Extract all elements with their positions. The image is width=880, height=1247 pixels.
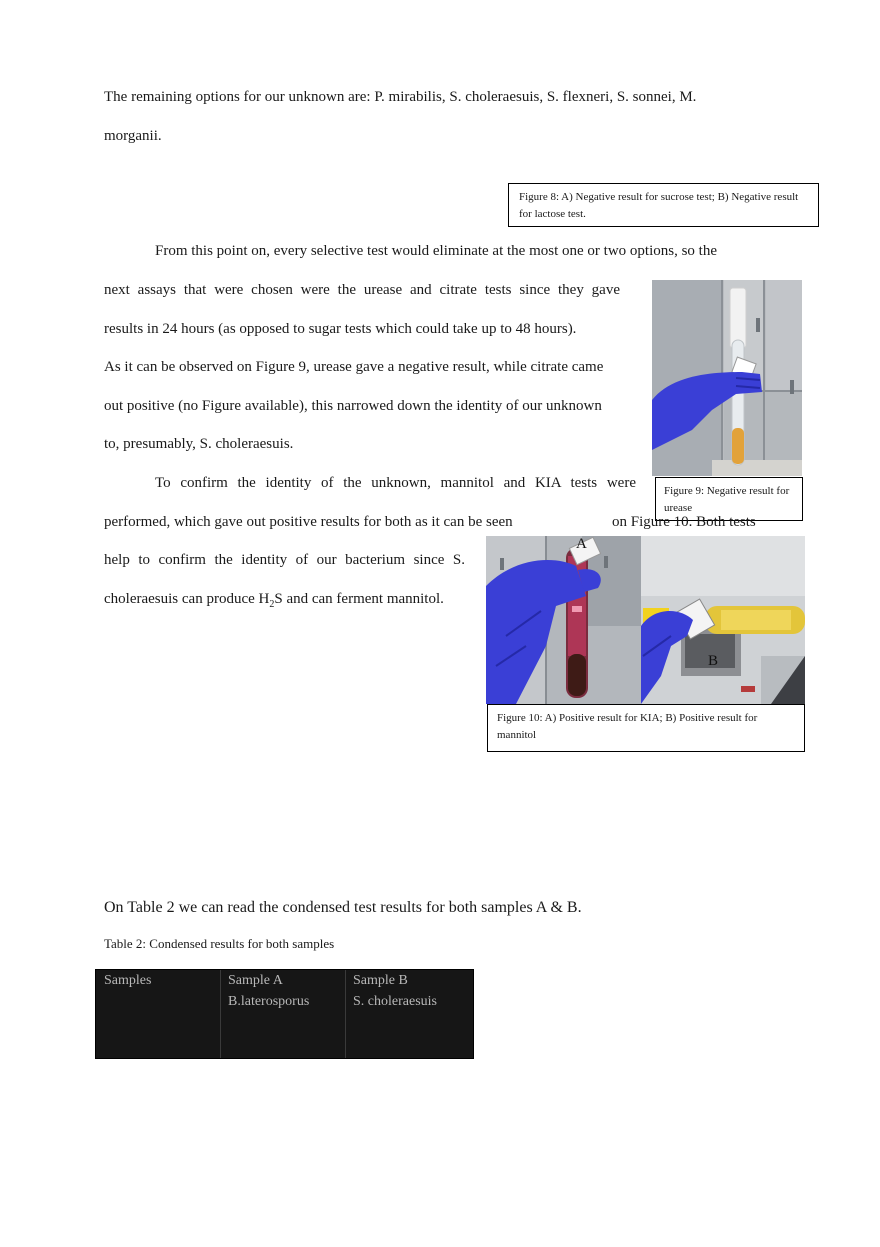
paragraph-3-line-3: help to confirm the identity of our bacterium since S.	[104, 552, 465, 568]
figure-10-label-a: A	[576, 536, 587, 552]
paragraph-2-line-3: results in 24 hours (as opposed to sugar tests which could take up to 48 hours).	[104, 321, 577, 337]
mannitol-tube-illustration	[641, 536, 805, 704]
figure-10-photo-a	[486, 536, 641, 704]
table-column-samples	[96, 970, 221, 1058]
table-column-sample-a	[221, 970, 346, 1058]
paragraph-1-line-2: morganii.	[104, 128, 162, 144]
figure-10-photo-b	[641, 536, 805, 704]
figure-9-caption: Figure 9: Negative result for urease	[655, 477, 803, 521]
h2s-text-post: S and can ferment mannitol.	[274, 591, 444, 607]
table-2-caption: Table 2: Condensed results for both samples	[104, 936, 335, 951]
table-cell-sample-a-organism: B.laterosporus	[228, 994, 310, 1009]
paragraph-3-line-2a: performed, which gave out positive results for both as it can be seen	[104, 514, 513, 530]
paragraph-1-line-1: The remaining options for our unknown are: P. mirabilis, S. choleraesuis, S. flexneri, S. sonnei, M.	[104, 89, 697, 105]
table-header-samples: Samples	[104, 973, 152, 988]
paragraph-2-line-4: As it can be observed on Figure 9, urease gave a negative result, while citrate came	[104, 359, 604, 375]
paragraph-2-line-2: next assays that were chosen were the urease and citrate tests since they gave	[104, 282, 620, 298]
table-cell-sample-b-organism: S. choleraesuis	[353, 994, 437, 1009]
urease-tube-illustration	[652, 280, 802, 476]
paragraph-3-line-1: To confirm the identity of the unknown, mannitol and KIA tests were	[155, 475, 636, 491]
h2s-subscript: 2	[269, 599, 275, 610]
figure-8-caption: Figure 8: A) Negative result for sucrose test; B) Negative result for lactose test.	[508, 183, 819, 227]
paragraph-3-line-2b: on Figure 10. Both tests	[612, 514, 756, 530]
h2s-text-pre: choleraesuis can produce H	[104, 591, 270, 607]
paragraph-2-line-1: From this point on, every selective test would eliminate at the most one or two options, so the	[155, 243, 717, 259]
results-table	[95, 969, 474, 1059]
figure-10-caption: Figure 10: A) Positive result for KIA; B) Positive result for mannitol	[487, 704, 805, 752]
table-header-sample-b: Sample B	[353, 973, 408, 988]
table-header-sample-a: Sample A	[228, 973, 283, 988]
figure-10-label-b: B	[708, 653, 719, 669]
table-column-sample-b	[346, 970, 473, 1058]
paragraph-4: On Table 2 we can read the condensed test results for both samples A & B.	[104, 899, 582, 916]
kia-tube-illustration	[486, 536, 641, 704]
paragraph-2-line-5: out positive (no Figure available), this narrowed down the identity of our unknown	[104, 398, 602, 414]
figure-9-photo	[652, 280, 802, 476]
paragraph-2-line-6: to, presumably, S. choleraesuis.	[104, 436, 294, 452]
paragraph-3-line-4	[104, 590, 444, 614]
